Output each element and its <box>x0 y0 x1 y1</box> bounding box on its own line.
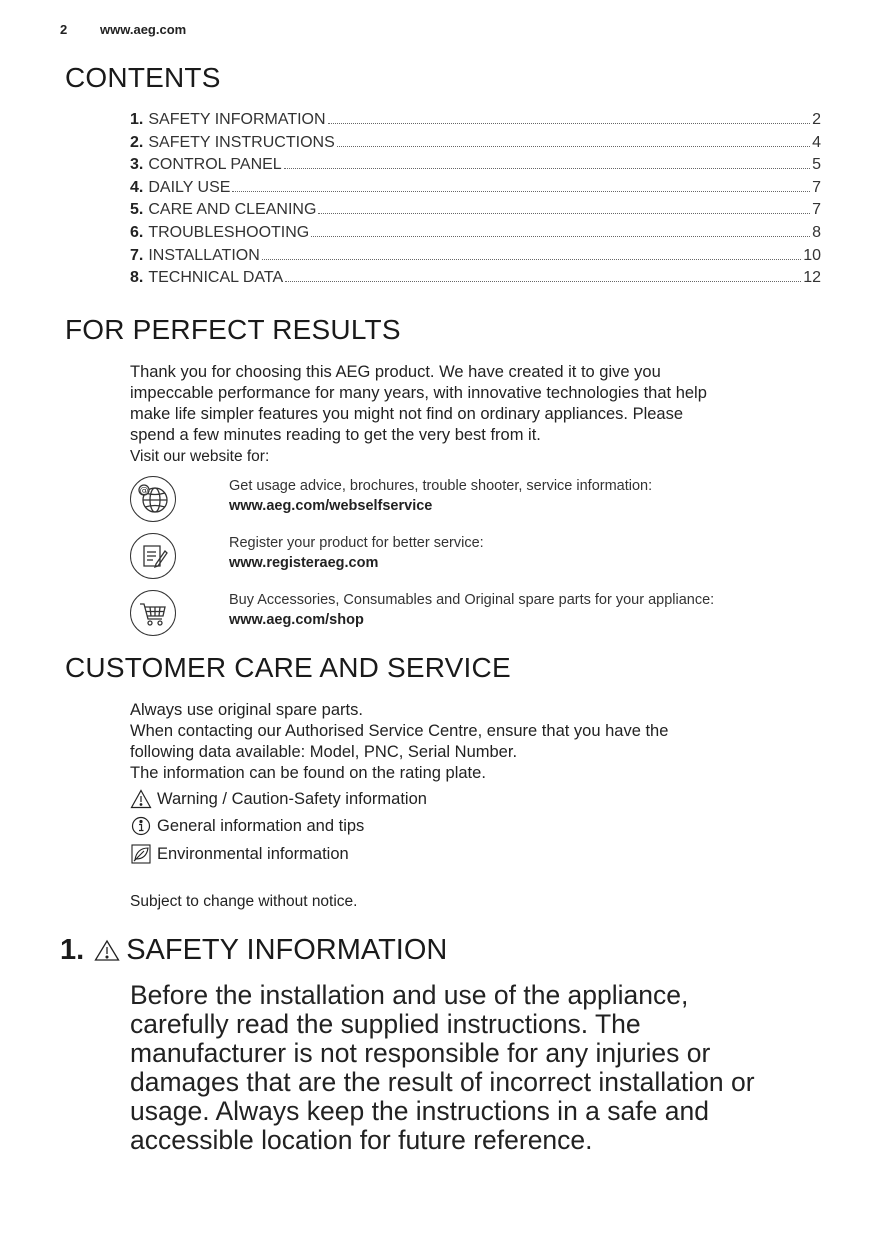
shopping-cart-icon <box>130 590 176 636</box>
toc-item-page: 7 <box>812 178 821 196</box>
legend-info <box>130 815 364 837</box>
legend-environment <box>130 843 349 865</box>
page-header <box>60 22 186 37</box>
web-item-text <box>229 476 652 516</box>
web-item-description: Buy Accessories, Consumables and Original spare parts for your appliance: <box>229 592 715 608</box>
toc-leader <box>337 145 810 147</box>
web-item-text <box>229 533 484 573</box>
header-website[interactable]: www.aeg.com <box>100 22 187 37</box>
toc-item-8[interactable] <box>130 269 821 292</box>
toc-item-page: 8 <box>812 223 821 241</box>
toc-item-label: TECHNICAL DATA <box>148 269 284 287</box>
toc-item-label: SAFETY INFORMATION <box>148 111 326 128</box>
web-item-link[interactable]: www.aeg.com/shop <box>229 612 364 628</box>
toc-item-number: 3. <box>130 156 144 174</box>
web-item-shop <box>130 590 830 642</box>
toc-item-number: 5. <box>130 201 144 219</box>
register-document-icon <box>130 533 176 579</box>
safety-line: damages that are the result of incorrect installation or <box>130 1067 755 1097</box>
care-line: following data available: Model, PNC, Serial Number. <box>130 743 518 761</box>
intro-line: impeccable performance for many years, with innovative technologies that help <box>130 384 707 402</box>
toc-leader <box>311 235 810 237</box>
toc-item-page: 10 <box>803 246 821 264</box>
toc-item-2[interactable] <box>130 134 821 157</box>
intro-line: Thank you for choosing this AEG product. We have created it to give you <box>130 363 661 381</box>
safety-line: usage. Always keep the instructions in a safe and <box>130 1096 709 1126</box>
warning-triangle-icon <box>130 788 152 810</box>
safety-line: Before the installation and use of the appliance, <box>130 980 689 1010</box>
toc-item-number: 6. <box>130 223 144 241</box>
toc-item-5[interactable] <box>130 201 821 224</box>
toc-item-number: 1. <box>130 111 144 128</box>
table-of-contents <box>130 111 821 292</box>
toc-item-label: TROUBLESHOOTING <box>148 223 310 241</box>
web-globe-icon <box>130 476 176 522</box>
intro-line: spend a few minutes reading to get the very best from it. <box>130 426 541 444</box>
toc-item-number: 7. <box>130 246 144 264</box>
toc-item-4[interactable] <box>130 179 821 202</box>
safety-line: carefully read the supplied instructions. The <box>130 1009 641 1039</box>
toc-item-number: 4. <box>130 178 144 196</box>
safety-line: manufacturer is not responsible for any injuries or <box>130 1038 711 1068</box>
legend-label: Warning / Caution-Safety information <box>157 789 427 808</box>
toc-item-page: 12 <box>803 269 821 287</box>
toc-leader <box>328 122 811 124</box>
toc-item-6[interactable] <box>130 224 821 247</box>
web-item-text <box>229 590 714 630</box>
web-item-description: Get usage advice, brochures, trouble shooter, service information: <box>229 478 653 494</box>
toc-item-3[interactable] <box>130 156 821 179</box>
info-icon <box>130 815 152 837</box>
toc-item-7[interactable] <box>130 247 821 270</box>
toc-leader <box>318 212 810 214</box>
toc-item-number: 8. <box>130 269 144 287</box>
legend-warning <box>130 788 427 810</box>
toc-item-page: 4 <box>812 133 821 151</box>
care-line: When contacting our Authorised Service Centre, ensure that you have the <box>130 722 669 740</box>
customer-care-text <box>130 700 830 784</box>
toc-leader <box>285 280 801 282</box>
toc-item-label: SAFETY INSTRUCTIONS <box>148 133 335 151</box>
toc-item-label: CONTROL PANEL <box>148 156 282 174</box>
leaf-icon <box>130 843 152 865</box>
legend-label: Environmental information <box>157 844 349 863</box>
toc-leader <box>284 167 810 169</box>
toc-item-label: DAILY USE <box>148 178 231 196</box>
safety-line: accessible location for future reference. <box>130 1125 593 1155</box>
toc-item-label: INSTALLATION <box>148 246 260 264</box>
intro-line: make life simpler features you might not find on ordinary appliances. Please <box>130 405 684 423</box>
care-line: The information can be found on the rating plate. <box>130 764 486 782</box>
perfect-results-title: FOR PERFECT RESULTS <box>65 314 401 345</box>
change-notice: Subject to change without notice. <box>130 893 358 910</box>
perfect-results-intro <box>130 362 830 467</box>
svg-text:@: @ <box>139 486 149 496</box>
toc-leader <box>262 258 801 260</box>
safety-information-text <box>130 981 810 1155</box>
web-item-register <box>130 533 830 585</box>
toc-item-label: CARE AND CLEANING <box>148 201 317 219</box>
safety-information-heading <box>60 934 447 967</box>
toc-item-page: 5 <box>812 156 821 174</box>
web-item-link[interactable]: www.aeg.com/webselfservice <box>229 498 433 514</box>
page-number: 2 <box>60 22 68 37</box>
care-line: Always use original spare parts. <box>130 701 363 719</box>
toc-item-number: 2. <box>130 133 144 151</box>
toc-item-page: 7 <box>812 201 821 219</box>
toc-item-page: 2 <box>812 111 821 128</box>
intro-line: Visit our website for: <box>130 448 270 465</box>
legend-label: General information and tips <box>157 816 365 835</box>
toc-leader <box>232 190 810 192</box>
customer-care-title: CUSTOMER CARE AND SERVICE <box>65 652 511 683</box>
toc-item-1[interactable] <box>130 111 821 134</box>
warning-triangle-icon <box>94 939 120 962</box>
section-title: SAFETY INFORMATION <box>126 934 448 966</box>
section-number: 1. <box>60 934 85 966</box>
web-item-description: Register your product for better service: <box>229 535 484 551</box>
contents-title: CONTENTS <box>65 62 221 93</box>
web-item-selfservice <box>130 476 830 528</box>
web-item-link[interactable]: www.registeraeg.com <box>229 555 379 571</box>
